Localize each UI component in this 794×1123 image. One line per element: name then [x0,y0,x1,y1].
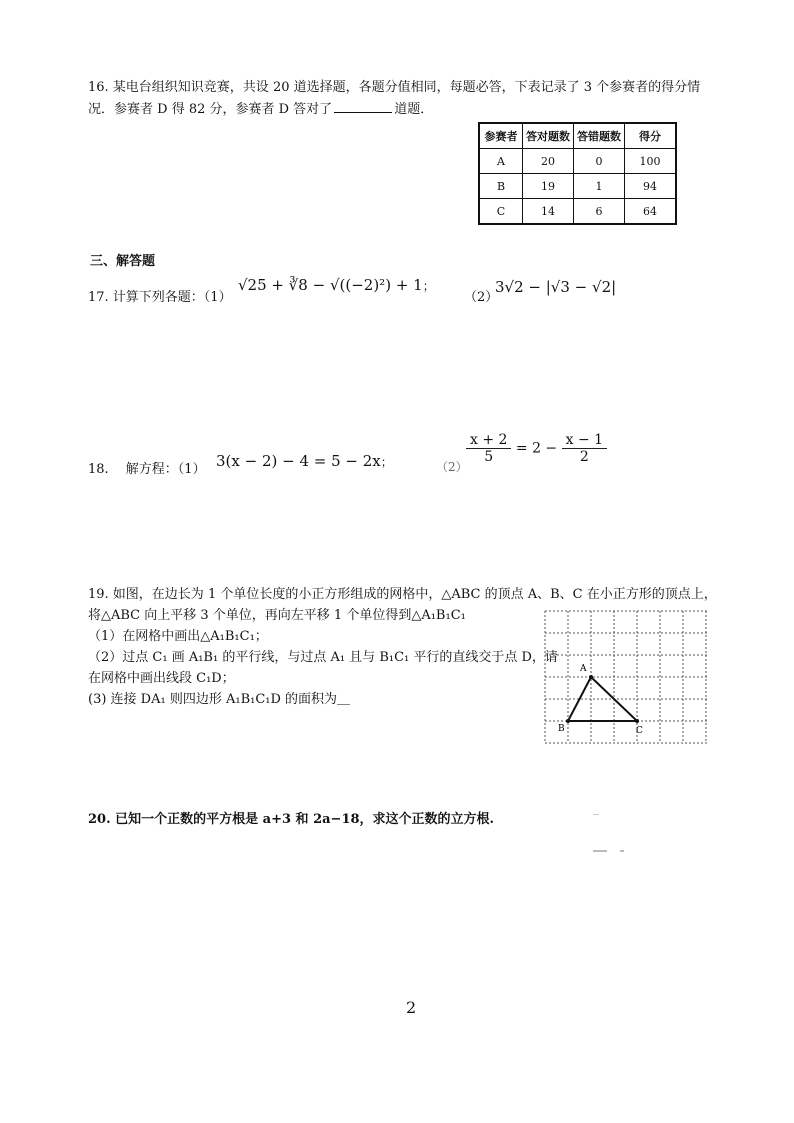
fraction-denominator: 5 [484,449,494,465]
fraction-denominator: 2 [579,449,589,465]
table-cell: 19 [523,174,574,199]
table-cell: 64 [625,199,677,225]
table-cell: A [479,149,523,174]
fraction-1 [466,432,511,465]
q16-text-line2-pre: 况．参赛者 D 得 82 分，参赛者 D 答对了 [88,102,333,117]
col-header: 答错题数 [574,123,625,149]
scan-mark [593,814,599,815]
table-cell: C [479,199,523,225]
fraction-numerator: x + 2 [466,432,511,449]
table-row [479,149,676,174]
vertex-a [589,675,593,679]
q18-expression-2 [466,432,607,465]
q19-line-4: （2）过点 C₁ 画 A₁B₁ 的平行线，与过点 A₁ 且与 B₁C₁ 平行的直线交于点 D，请 [88,650,558,665]
q19-line-1: 19. 如图，在边长为 1 个单位长度的小正方形组成的网格中，△ABC 的顶点 A、B、C 在小正方形的顶点上， [88,587,717,602]
q19-line-2: 将△ABC 向上平移 3 个单位，再向左平移 1 个单位得到△A₁B₁C₁ [88,608,466,623]
scan-mark [593,850,607,852]
table-cell: 6 [574,199,625,225]
label-b: B [558,724,565,734]
q18-label-2: （2） [436,460,468,474]
table-row [479,199,676,225]
q16-text-line2-post: 道题． [394,102,434,117]
q19-line-5: 在网格中画出线段 C₁D； [88,671,235,686]
q17-label: 17. 计算下列各题：（1） [88,290,232,305]
q17-separator: ； [422,279,435,293]
table-cell: B [479,174,523,199]
table-cell: 1 [574,174,625,199]
q19-line-3: （1）在网格中画出△A₁B₁C₁； [88,629,268,644]
q18-expression-1 [216,452,393,470]
equation-middle: = 2 − [511,440,562,457]
col-header: 参赛者 [479,123,523,149]
col-header: 答对题数 [523,123,574,149]
table-cell: 14 [523,199,574,225]
fraction-2 [562,432,607,465]
section-heading: 三、解答题 [90,254,156,269]
table-row [479,174,676,199]
q17-expression-2: 3√2 − |√3 − √2| [495,278,617,296]
scan-mark [620,850,624,852]
grid-figure [543,609,713,745]
answer-blank [334,100,392,113]
q20-text: 20. 已知一个正数的平方根是 a+3 和 2a−18，求这个正数的立方根. [88,812,495,827]
q17-expr1-text: √25 + ∛8 − √((−2)²) + 1 [238,276,423,294]
table-cell: 0 [574,149,625,174]
q16-text-line1: 16. 某电台组织知识竞赛，共设 20 道选择题，各题分值相同，每题必答，下表记录了 3 个参赛者的得分情 [88,80,701,95]
label-a: A [580,664,587,674]
q18-separator: ； [380,455,393,469]
score-table-header [479,123,676,149]
q17-expression-1 [238,276,435,294]
q19-line-6: (3) 连接 DA₁ 则四边形 A₁B₁C₁D 的面积为＿ [88,692,351,707]
label-c: C [636,726,643,736]
table-cell: 100 [625,149,677,174]
q17-label-2: （2） [464,290,499,305]
table-cell: 20 [523,149,574,174]
page-number: 2 [406,998,417,1017]
score-table [478,122,677,225]
q18-expr1-text: 3(x − 2) − 4 = 5 − 2x [216,452,381,470]
q16-text-line2 [88,98,433,117]
fraction-numerator: x − 1 [562,432,607,449]
q18-label: 18. 解方程：（1） [88,462,206,477]
col-header: 得分 [625,123,677,149]
table-cell: 94 [625,174,677,199]
vertex-c [635,719,639,723]
grid-lines [545,611,709,743]
vertex-b [566,719,570,723]
